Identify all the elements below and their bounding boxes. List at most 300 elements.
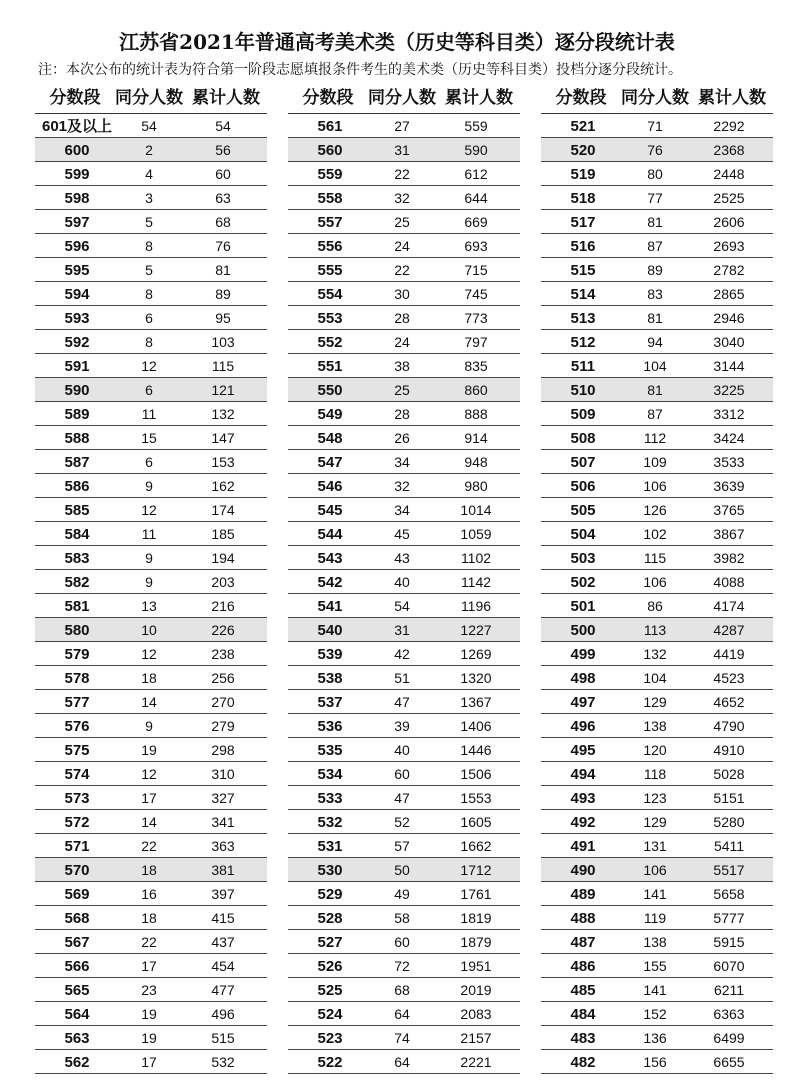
table-row — [541, 930, 773, 954]
table-row — [35, 354, 267, 378]
same-score-count-cell: 3 — [145, 190, 153, 206]
cumulative-count-cell: 4790 — [713, 718, 745, 734]
same-score-count-cell: 38 — [394, 358, 410, 374]
table-row — [35, 906, 267, 930]
cumulative-count-cell: 715 — [464, 262, 488, 278]
table-row — [35, 882, 267, 906]
same-score-count-cell: 31 — [394, 622, 410, 638]
table-row — [541, 546, 773, 570]
cumulative-count-cell: 3424 — [713, 430, 745, 446]
cumulative-count-cell: 397 — [211, 886, 235, 902]
table-row — [541, 474, 773, 498]
cumulative-count-cell: 3982 — [713, 550, 745, 566]
same-score-count-cell: 23 — [141, 982, 157, 998]
cumulative-count-cell: 3225 — [713, 382, 745, 398]
table-row — [35, 954, 267, 978]
cumulative-count-cell: 6363 — [713, 1006, 745, 1022]
table-row — [35, 786, 267, 810]
score-cell: 528 — [317, 910, 343, 927]
same-score-count-cell: 5 — [145, 262, 153, 278]
table-row — [541, 882, 773, 906]
same-score-count-cell: 19 — [141, 742, 157, 758]
table-row — [288, 882, 520, 906]
cumulative-count-cell: 2448 — [713, 166, 745, 182]
same-score-count-cell: 68 — [394, 982, 410, 998]
header-same-score-count: 同分人数 — [368, 88, 436, 108]
same-score-count-cell: 54 — [394, 598, 410, 614]
score-column-group — [541, 85, 773, 1074]
table-row — [288, 594, 520, 618]
score-cell: 533 — [317, 790, 343, 807]
table-row — [541, 498, 773, 522]
cumulative-count-cell: 194 — [211, 550, 235, 566]
same-score-count-cell: 26 — [394, 430, 410, 446]
cumulative-count-cell: 89 — [215, 286, 231, 302]
cumulative-count-cell: 1196 — [460, 598, 492, 614]
cumulative-count-cell: 980 — [464, 478, 488, 494]
same-score-count-cell: 126 — [643, 502, 667, 518]
score-cell: 495 — [570, 742, 596, 759]
score-cell: 501 — [570, 598, 596, 615]
cumulative-count-cell: 515 — [211, 1030, 235, 1046]
score-cell: 596 — [64, 238, 90, 255]
cumulative-count-cell: 3312 — [713, 406, 745, 422]
same-score-count-cell: 9 — [145, 718, 153, 734]
score-cell: 529 — [317, 886, 343, 903]
cumulative-count-cell: 5411 — [713, 838, 745, 854]
same-score-count-cell: 17 — [141, 958, 157, 974]
score-cell: 525 — [317, 982, 343, 999]
same-score-count-cell: 15 — [141, 430, 157, 446]
same-score-count-cell: 64 — [394, 1006, 410, 1022]
table-row — [541, 402, 773, 426]
score-cell: 535 — [317, 742, 343, 759]
score-cell: 587 — [64, 454, 90, 471]
same-score-count-cell: 141 — [643, 982, 667, 998]
table-row — [541, 858, 773, 882]
cumulative-count-cell: 95 — [215, 310, 231, 326]
score-cell: 499 — [570, 646, 596, 663]
same-score-count-cell: 43 — [394, 550, 410, 566]
cumulative-count-cell: 121 — [211, 382, 235, 398]
cumulative-count-cell: 6211 — [713, 982, 745, 998]
same-score-count-cell: 72 — [394, 958, 410, 974]
score-cell: 601及以上 — [41, 118, 113, 135]
score-cell: 555 — [317, 262, 343, 279]
cumulative-count-cell: 2782 — [713, 262, 745, 278]
score-cell: 594 — [64, 286, 90, 303]
cumulative-count-cell: 2292 — [713, 118, 745, 134]
score-cell: 493 — [570, 790, 596, 807]
cumulative-count-cell: 4174 — [713, 598, 745, 614]
same-score-count-cell: 64 — [394, 1054, 410, 1070]
cumulative-count-cell: 437 — [211, 934, 235, 950]
same-score-count-cell: 51 — [394, 670, 410, 686]
cumulative-count-cell: 4287 — [713, 622, 745, 638]
score-cell: 526 — [317, 958, 343, 975]
cumulative-count-cell: 226 — [211, 622, 235, 638]
cumulative-count-cell: 5915 — [713, 934, 745, 950]
score-cell: 537 — [317, 694, 343, 711]
same-score-count-cell: 19 — [141, 1006, 157, 1022]
score-cell: 527 — [317, 934, 343, 951]
cumulative-count-cell: 454 — [211, 958, 235, 974]
cumulative-count-cell: 3765 — [713, 502, 745, 518]
score-cell: 593 — [64, 310, 90, 327]
cumulative-count-cell: 256 — [211, 670, 235, 686]
score-cell: 578 — [64, 670, 90, 687]
table-row — [541, 762, 773, 786]
score-cell: 599 — [64, 166, 90, 183]
same-score-count-cell: 83 — [647, 286, 663, 302]
score-cell: 588 — [64, 430, 90, 447]
cumulative-count-cell: 612 — [464, 166, 488, 182]
table-row — [35, 162, 267, 186]
score-cell: 568 — [64, 910, 90, 927]
same-score-count-cell: 58 — [394, 910, 410, 926]
score-cell: 556 — [317, 238, 343, 255]
table-row — [288, 522, 520, 546]
cumulative-count-cell: 532 — [211, 1054, 235, 1070]
score-cell: 511 — [570, 358, 596, 375]
same-score-count-cell: 86 — [647, 598, 663, 614]
cumulative-count-cell: 1014 — [460, 502, 492, 518]
cumulative-count-cell: 115 — [211, 358, 235, 374]
cumulative-count-cell: 4523 — [713, 670, 745, 686]
table-row — [541, 186, 773, 210]
header-cumulative-count: 累计人数 — [445, 88, 513, 108]
same-score-count-cell: 87 — [647, 406, 663, 422]
score-cell: 576 — [64, 718, 90, 735]
table-row — [541, 354, 773, 378]
table-row — [288, 330, 520, 354]
cumulative-count-cell: 1712 — [460, 862, 492, 878]
cumulative-count-cell: 2157 — [460, 1030, 492, 1046]
same-score-count-cell: 115 — [643, 550, 667, 566]
score-cell: 547 — [317, 454, 343, 471]
same-score-count-cell: 112 — [643, 430, 667, 446]
score-cell: 502 — [570, 574, 596, 591]
score-cell: 503 — [570, 550, 596, 567]
score-cell: 483 — [570, 1030, 596, 1047]
cumulative-count-cell: 279 — [211, 718, 235, 734]
cumulative-count-cell: 1102 — [460, 550, 492, 566]
score-cell: 540 — [317, 622, 343, 639]
same-score-count-cell: 57 — [394, 838, 410, 854]
same-score-count-cell: 9 — [145, 478, 153, 494]
table-row — [541, 618, 773, 642]
table-row — [288, 1002, 520, 1026]
score-cell: 539 — [317, 646, 343, 663]
table-row — [35, 594, 267, 618]
table-header — [288, 85, 520, 114]
score-cell: 538 — [317, 670, 343, 687]
same-score-count-cell: 129 — [643, 814, 667, 830]
table-row — [541, 426, 773, 450]
table-row — [35, 1002, 267, 1026]
table-row — [288, 762, 520, 786]
header-score-range: 分数段 — [302, 88, 354, 108]
table-row — [541, 1026, 773, 1050]
cumulative-count-cell: 2865 — [713, 286, 745, 302]
table-row — [35, 930, 267, 954]
score-cell: 536 — [317, 718, 343, 735]
table-row — [288, 498, 520, 522]
table-row — [35, 810, 267, 834]
score-column-group — [35, 85, 267, 1074]
same-score-count-cell: 119 — [643, 910, 667, 926]
table-row — [35, 858, 267, 882]
same-score-count-cell: 155 — [643, 958, 667, 974]
cumulative-count-cell: 797 — [464, 334, 488, 350]
score-cell: 573 — [64, 790, 90, 807]
table-row — [288, 690, 520, 714]
header-score-range: 分数段 — [49, 88, 101, 108]
score-cell: 491 — [570, 838, 596, 855]
cumulative-count-cell: 5280 — [713, 814, 745, 830]
same-score-count-cell: 17 — [141, 1054, 157, 1070]
table-row — [35, 402, 267, 426]
cumulative-count-cell: 103 — [211, 334, 235, 350]
same-score-count-cell: 52 — [394, 814, 410, 830]
table-row — [541, 642, 773, 666]
cumulative-count-cell: 298 — [211, 742, 235, 758]
cumulative-count-cell: 327 — [211, 790, 235, 806]
score-cell: 506 — [570, 478, 596, 495]
table-row — [288, 570, 520, 594]
table-row — [288, 714, 520, 738]
score-cell: 484 — [570, 1006, 596, 1023]
score-cell: 522 — [317, 1054, 343, 1071]
score-cell: 520 — [570, 142, 596, 159]
table-row — [541, 690, 773, 714]
same-score-count-cell: 9 — [145, 574, 153, 590]
same-score-count-cell: 106 — [643, 862, 667, 878]
score-cell: 492 — [570, 814, 596, 831]
cumulative-count-cell: 835 — [464, 358, 488, 374]
score-cell: 505 — [570, 502, 596, 519]
cumulative-count-cell: 914 — [464, 430, 488, 446]
same-score-count-cell: 32 — [394, 478, 410, 494]
same-score-count-cell: 18 — [141, 670, 157, 686]
table-row — [288, 546, 520, 570]
score-cell: 559 — [317, 166, 343, 183]
same-score-count-cell: 18 — [141, 862, 157, 878]
table-row — [541, 1050, 773, 1074]
table-row — [541, 570, 773, 594]
same-score-count-cell: 40 — [394, 574, 410, 590]
score-cell: 566 — [64, 958, 90, 975]
score-cell: 549 — [317, 406, 343, 423]
same-score-count-cell: 138 — [643, 718, 667, 734]
table-row — [35, 690, 267, 714]
table-row — [35, 210, 267, 234]
same-score-count-cell: 16 — [141, 886, 157, 902]
score-cell: 595 — [64, 262, 90, 279]
header-cumulative-count: 累计人数 — [192, 88, 260, 108]
cumulative-count-cell: 5517 — [713, 862, 745, 878]
cumulative-count-cell: 4419 — [713, 646, 745, 662]
score-cell: 580 — [64, 622, 90, 639]
cumulative-count-cell: 174 — [211, 502, 235, 518]
same-score-count-cell: 141 — [643, 886, 667, 902]
table-row — [35, 978, 267, 1002]
same-score-count-cell: 89 — [647, 262, 663, 278]
cumulative-count-cell: 1320 — [460, 670, 492, 686]
score-cell: 582 — [64, 574, 90, 591]
same-score-count-cell: 25 — [394, 382, 410, 398]
table-row — [288, 306, 520, 330]
table-row — [288, 114, 520, 138]
same-score-count-cell: 60 — [394, 766, 410, 782]
score-cell: 489 — [570, 886, 596, 903]
score-cell: 485 — [570, 982, 596, 999]
score-cell: 512 — [570, 334, 596, 351]
table-row — [288, 210, 520, 234]
score-cell: 496 — [570, 718, 596, 735]
table-row — [35, 474, 267, 498]
table-row — [288, 138, 520, 162]
score-cell: 490 — [570, 862, 596, 879]
score-cell: 553 — [317, 310, 343, 327]
table-row — [288, 354, 520, 378]
header-score-range: 分数段 — [555, 88, 607, 108]
score-cell: 597 — [64, 214, 90, 231]
cumulative-count-cell: 1951 — [460, 958, 492, 974]
same-score-count-cell: 11 — [141, 526, 157, 542]
table-row — [541, 786, 773, 810]
table-row — [541, 594, 773, 618]
same-score-count-cell: 106 — [643, 478, 667, 494]
score-cell: 508 — [570, 430, 596, 447]
table-row — [541, 162, 773, 186]
cumulative-count-cell: 1605 — [460, 814, 492, 830]
cumulative-count-cell: 1367 — [460, 694, 492, 710]
score-cell: 509 — [570, 406, 596, 423]
same-score-count-cell: 31 — [394, 142, 410, 158]
cumulative-count-cell: 5151 — [713, 790, 745, 806]
cumulative-count-cell: 6655 — [713, 1054, 745, 1070]
same-score-count-cell: 22 — [141, 934, 157, 950]
table-row — [288, 930, 520, 954]
score-cell: 557 — [317, 214, 343, 231]
table-row — [288, 618, 520, 642]
cumulative-count-cell: 5658 — [713, 886, 745, 902]
score-cell: 516 — [570, 238, 596, 255]
table-row — [541, 234, 773, 258]
cumulative-count-cell: 669 — [464, 214, 488, 230]
same-score-count-cell: 131 — [643, 838, 667, 854]
same-score-count-cell: 87 — [647, 238, 663, 254]
score-cell: 504 — [570, 526, 596, 543]
score-cell: 519 — [570, 166, 596, 183]
table-row — [35, 498, 267, 522]
same-score-count-cell: 11 — [141, 406, 157, 422]
cumulative-count-cell: 1446 — [460, 742, 492, 758]
score-cell: 545 — [317, 502, 343, 519]
same-score-count-cell: 6 — [145, 382, 153, 398]
page-title: 江苏省2021年普通高考美术类（历史等科目类）逐分段统计表 — [119, 30, 675, 54]
score-cell: 546 — [317, 478, 343, 495]
cumulative-count-cell: 1227 — [460, 622, 492, 638]
score-cell: 543 — [317, 550, 343, 567]
table-row — [288, 738, 520, 762]
table-row — [288, 1026, 520, 1050]
table-row — [541, 210, 773, 234]
score-cell: 550 — [317, 382, 343, 399]
table-row — [541, 906, 773, 930]
table-row — [288, 402, 520, 426]
cumulative-count-cell: 54 — [215, 118, 231, 134]
table-row — [541, 522, 773, 546]
same-score-count-cell: 18 — [141, 910, 157, 926]
score-cell: 577 — [64, 694, 90, 711]
cumulative-count-cell: 1506 — [460, 766, 492, 782]
table-row — [35, 570, 267, 594]
score-cell: 562 — [64, 1054, 90, 1071]
cumulative-count-cell: 1406 — [460, 718, 492, 734]
same-score-count-cell: 5 — [145, 214, 153, 230]
table-row — [541, 282, 773, 306]
table-row — [35, 138, 267, 162]
score-cell: 584 — [64, 526, 90, 543]
cumulative-count-cell: 341 — [211, 814, 235, 830]
table-row — [35, 1050, 267, 1074]
same-score-count-cell: 76 — [647, 142, 663, 158]
same-score-count-cell: 8 — [145, 334, 153, 350]
cumulative-count-cell: 153 — [211, 454, 235, 470]
cumulative-count-cell: 185 — [211, 526, 235, 542]
same-score-count-cell: 14 — [141, 694, 157, 710]
same-score-count-cell: 74 — [394, 1030, 410, 1046]
table-row — [541, 954, 773, 978]
score-cell: 590 — [64, 382, 90, 399]
table-row — [288, 954, 520, 978]
score-cell: 600 — [64, 142, 90, 159]
cumulative-count-cell: 4910 — [713, 742, 745, 758]
score-cell: 544 — [317, 526, 343, 543]
cumulative-count-cell: 773 — [464, 310, 488, 326]
score-cell: 521 — [570, 118, 596, 135]
cumulative-count-cell: 6499 — [713, 1030, 745, 1046]
same-score-count-cell: 12 — [141, 358, 157, 374]
table-row — [288, 378, 520, 402]
score-cell: 532 — [317, 814, 343, 831]
same-score-count-cell: 28 — [394, 406, 410, 422]
table-row — [35, 666, 267, 690]
table-row — [288, 642, 520, 666]
same-score-count-cell: 8 — [145, 286, 153, 302]
table-row — [288, 834, 520, 858]
table-row — [288, 666, 520, 690]
same-score-count-cell: 19 — [141, 1030, 157, 1046]
table-row — [541, 378, 773, 402]
score-cell: 575 — [64, 742, 90, 759]
header-cumulative-count: 累计人数 — [698, 88, 766, 108]
cumulative-count-cell: 132 — [211, 406, 235, 422]
cumulative-count-cell: 496 — [211, 1006, 235, 1022]
same-score-count-cell: 81 — [647, 310, 663, 326]
cumulative-count-cell: 310 — [211, 766, 235, 782]
cumulative-count-cell: 1761 — [460, 886, 492, 902]
cumulative-count-cell: 2525 — [713, 190, 745, 206]
same-score-count-cell: 45 — [394, 526, 410, 542]
same-score-count-cell: 71 — [647, 118, 663, 134]
table-header — [35, 85, 267, 114]
cumulative-count-cell: 2606 — [713, 214, 745, 230]
same-score-count-cell: 10 — [141, 622, 157, 638]
cumulative-count-cell: 81 — [215, 262, 231, 278]
